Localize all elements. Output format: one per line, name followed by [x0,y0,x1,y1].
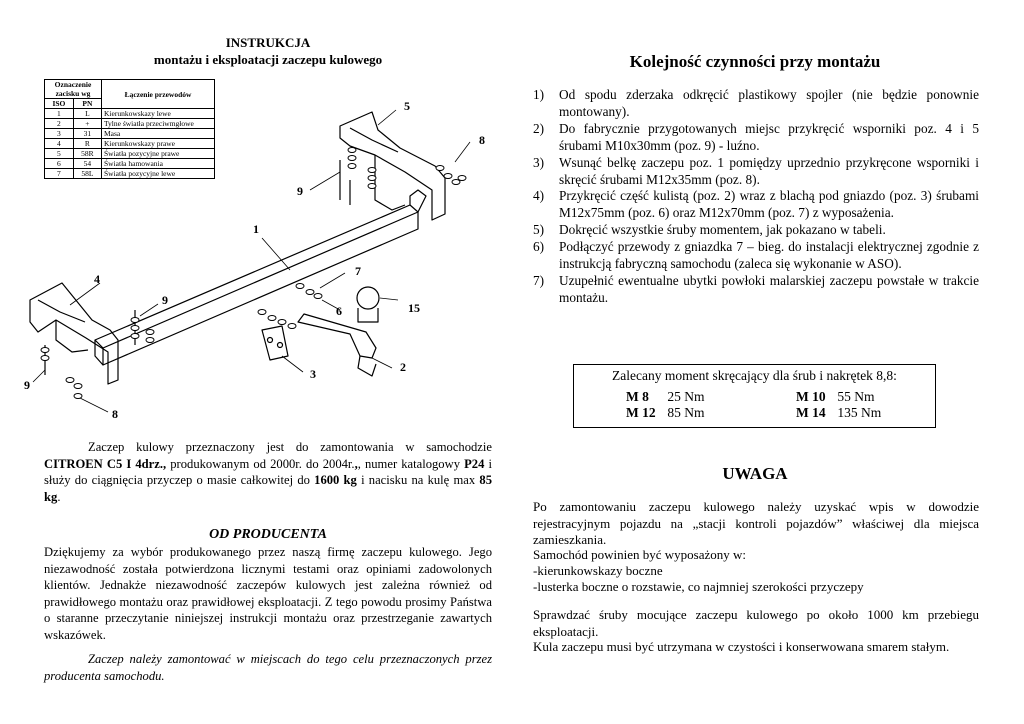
wire-table-header-connection: Łączenie przewodów [102,80,215,109]
producer-heading: OD PRODUCENTA [209,527,327,542]
uwaga-text-3: -kierunkowskazy boczne [533,563,663,578]
callout-1: 1 [253,222,259,236]
list-item: 5) Dokręcić wszystkie śruby momentem, jak pokazano w tabeli. [533,222,886,238]
list-item: 7) Uzupełnić ewentualne ubytki powłoki malarskiej zaczepu powstałe w trakcie montażu. [533,272,979,305]
callout-4: 4 [94,272,100,286]
callout-3: 3 [310,367,316,381]
uwaga-text-4: -lusterka boczne o rozstawie, co najmniej szerokości przyczepy [533,579,864,594]
uwaga-text-6: Kula zaczepu musi być utrzymana w czystości i konserwowana smarem stałym. [533,639,950,654]
torque-m12: M 12 85 Nm [626,405,705,420]
table-row: 5 58R Światła pozycyjne prawe [45,149,215,159]
callout-15: 15 [408,301,420,315]
instruction-subtitle: montażu i eksploatacji zaczepu kulowego [153,52,383,67]
callout-5: 5 [404,99,410,113]
producer-text: Dziękujemy za wybór produkowanego przez naszą firmę zaczepu kulowego. Jego niezawodność została potwierdzona licznymi testami oraz opiniami zadowolonych klientów. Jednakże niezawodność zaczepów kulowych jest zależna również od prawidłowego montażu oraz prawidłowej eksploatacji. Z tego powodu prosimy Państwa o staranne przeczytanie niniejszej instrukcji montażu oraz przestrzeganie zawartych wskazówek. [44,545,492,642]
wire-table-sub-iso: ISO [45,99,74,109]
callout-2: 2 [400,360,406,374]
list-item: 6) Podłączyć przewody z gniazdka 7 – bieg. do instalacji elektrycznej zgodnie z instrukcją fabryczną samochodu (zaleca się wykonanie w ASO). [533,239,979,272]
list-item: 2) Do fabrycznie przygotowanych miejsc przykręcić wsporniki poz. 4 i 5 śrubami M10x30mm (poz. 9) - luźno. [533,120,979,153]
table-row: 4 R Kierunkowskazy prawe [45,139,215,149]
uwaga-title: UWAGA [722,464,788,483]
table-row: 2 + Tylne światła przeciwmgłowe [45,119,215,129]
torque-m8: M 8 25 Nm [626,389,705,404]
torque-caption: Zalecany moment skręcający dla śrub i nakrętek 8,8: [612,368,897,383]
steps-list [533,87,979,307]
table-row: 6 54 Światła hamowania [45,159,215,169]
callout-8-left: 8 [112,407,118,421]
uwaga-text-5: Sprawdzać śruby mocujące zaczepu kulowego po około 1000 km przebiegu eksploatacji. [533,607,979,639]
callout-6: 6 [336,304,342,318]
torque-m10: M 10 55 Nm [796,389,875,404]
tow-hitch-diagram [0,0,536,440]
callout-7: 7 [355,264,361,278]
table-row: 3 31 Masa [45,129,215,139]
uwaga-text-2: Samochód powinien być wyposażony w: [533,547,747,562]
torque-m14: M 14 135 Nm [796,405,882,420]
list-item: 4) Przykręcić część kulistą (poz. 2) wraz z blachą pod gniazdo (poz. 3) śrubami M12x75mm (poz. 6) oraz M12x70mm (poz. 7) z wyposażenia. [533,188,979,221]
list-item: 1) Od spodu zderzaka odkręcić plastikowy spojler (nie będzie ponownie montowany). [533,87,979,119]
hitch-description: Zaczep kulowy przeznaczony jest do zamontowania w samochodzie CITROEN C5 I 4drz., produkowanym od 2000r. do 2004r.,, numer katalogowy P24 i służy do ciągnięcia przyczep o masie całkowitej do 1600 kg i nacisku na kulę max 85 kg. [44,440,493,504]
callout-9-left: 9 [24,378,30,392]
wire-table-header-terminal: Oznaczenie zacisku wg [45,80,102,99]
instruction-title: INSTRUKCJA [225,35,311,50]
uwaga-text-1: Po zamontowaniu zaczepu kulowego należy uzyskać wpis w dowodzie rejestracyjnym pojazdu na „stacji kontroli pojazdów” właściwej dla miejsca zamieszkania. [533,499,979,547]
table-row: 7 58L Światła pozycyjne lewe [45,169,215,179]
list-item: 3) Wsunąć belkę zaczepu poz. 1 pomiędzy uprzednio przykręcone wsporniki i skręcić śrubami M12x35mm (poz. 8). [533,154,979,187]
steps-title: Kolejność czynności przy montażu [629,52,881,71]
callout-9-right: 9 [297,184,303,198]
callout-8-right: 8 [479,133,485,147]
torque-table [573,364,936,428]
table-row: 1 L Kierunkowskazy lewe [45,109,215,119]
wire-table-sub-pn: PN [73,99,101,109]
callout-9-middle: 9 [162,293,168,307]
mounting-note: Zaczep należy zamontować w miejscach do tego celu przeznaczonych przez producenta samochodu. [44,652,492,683]
